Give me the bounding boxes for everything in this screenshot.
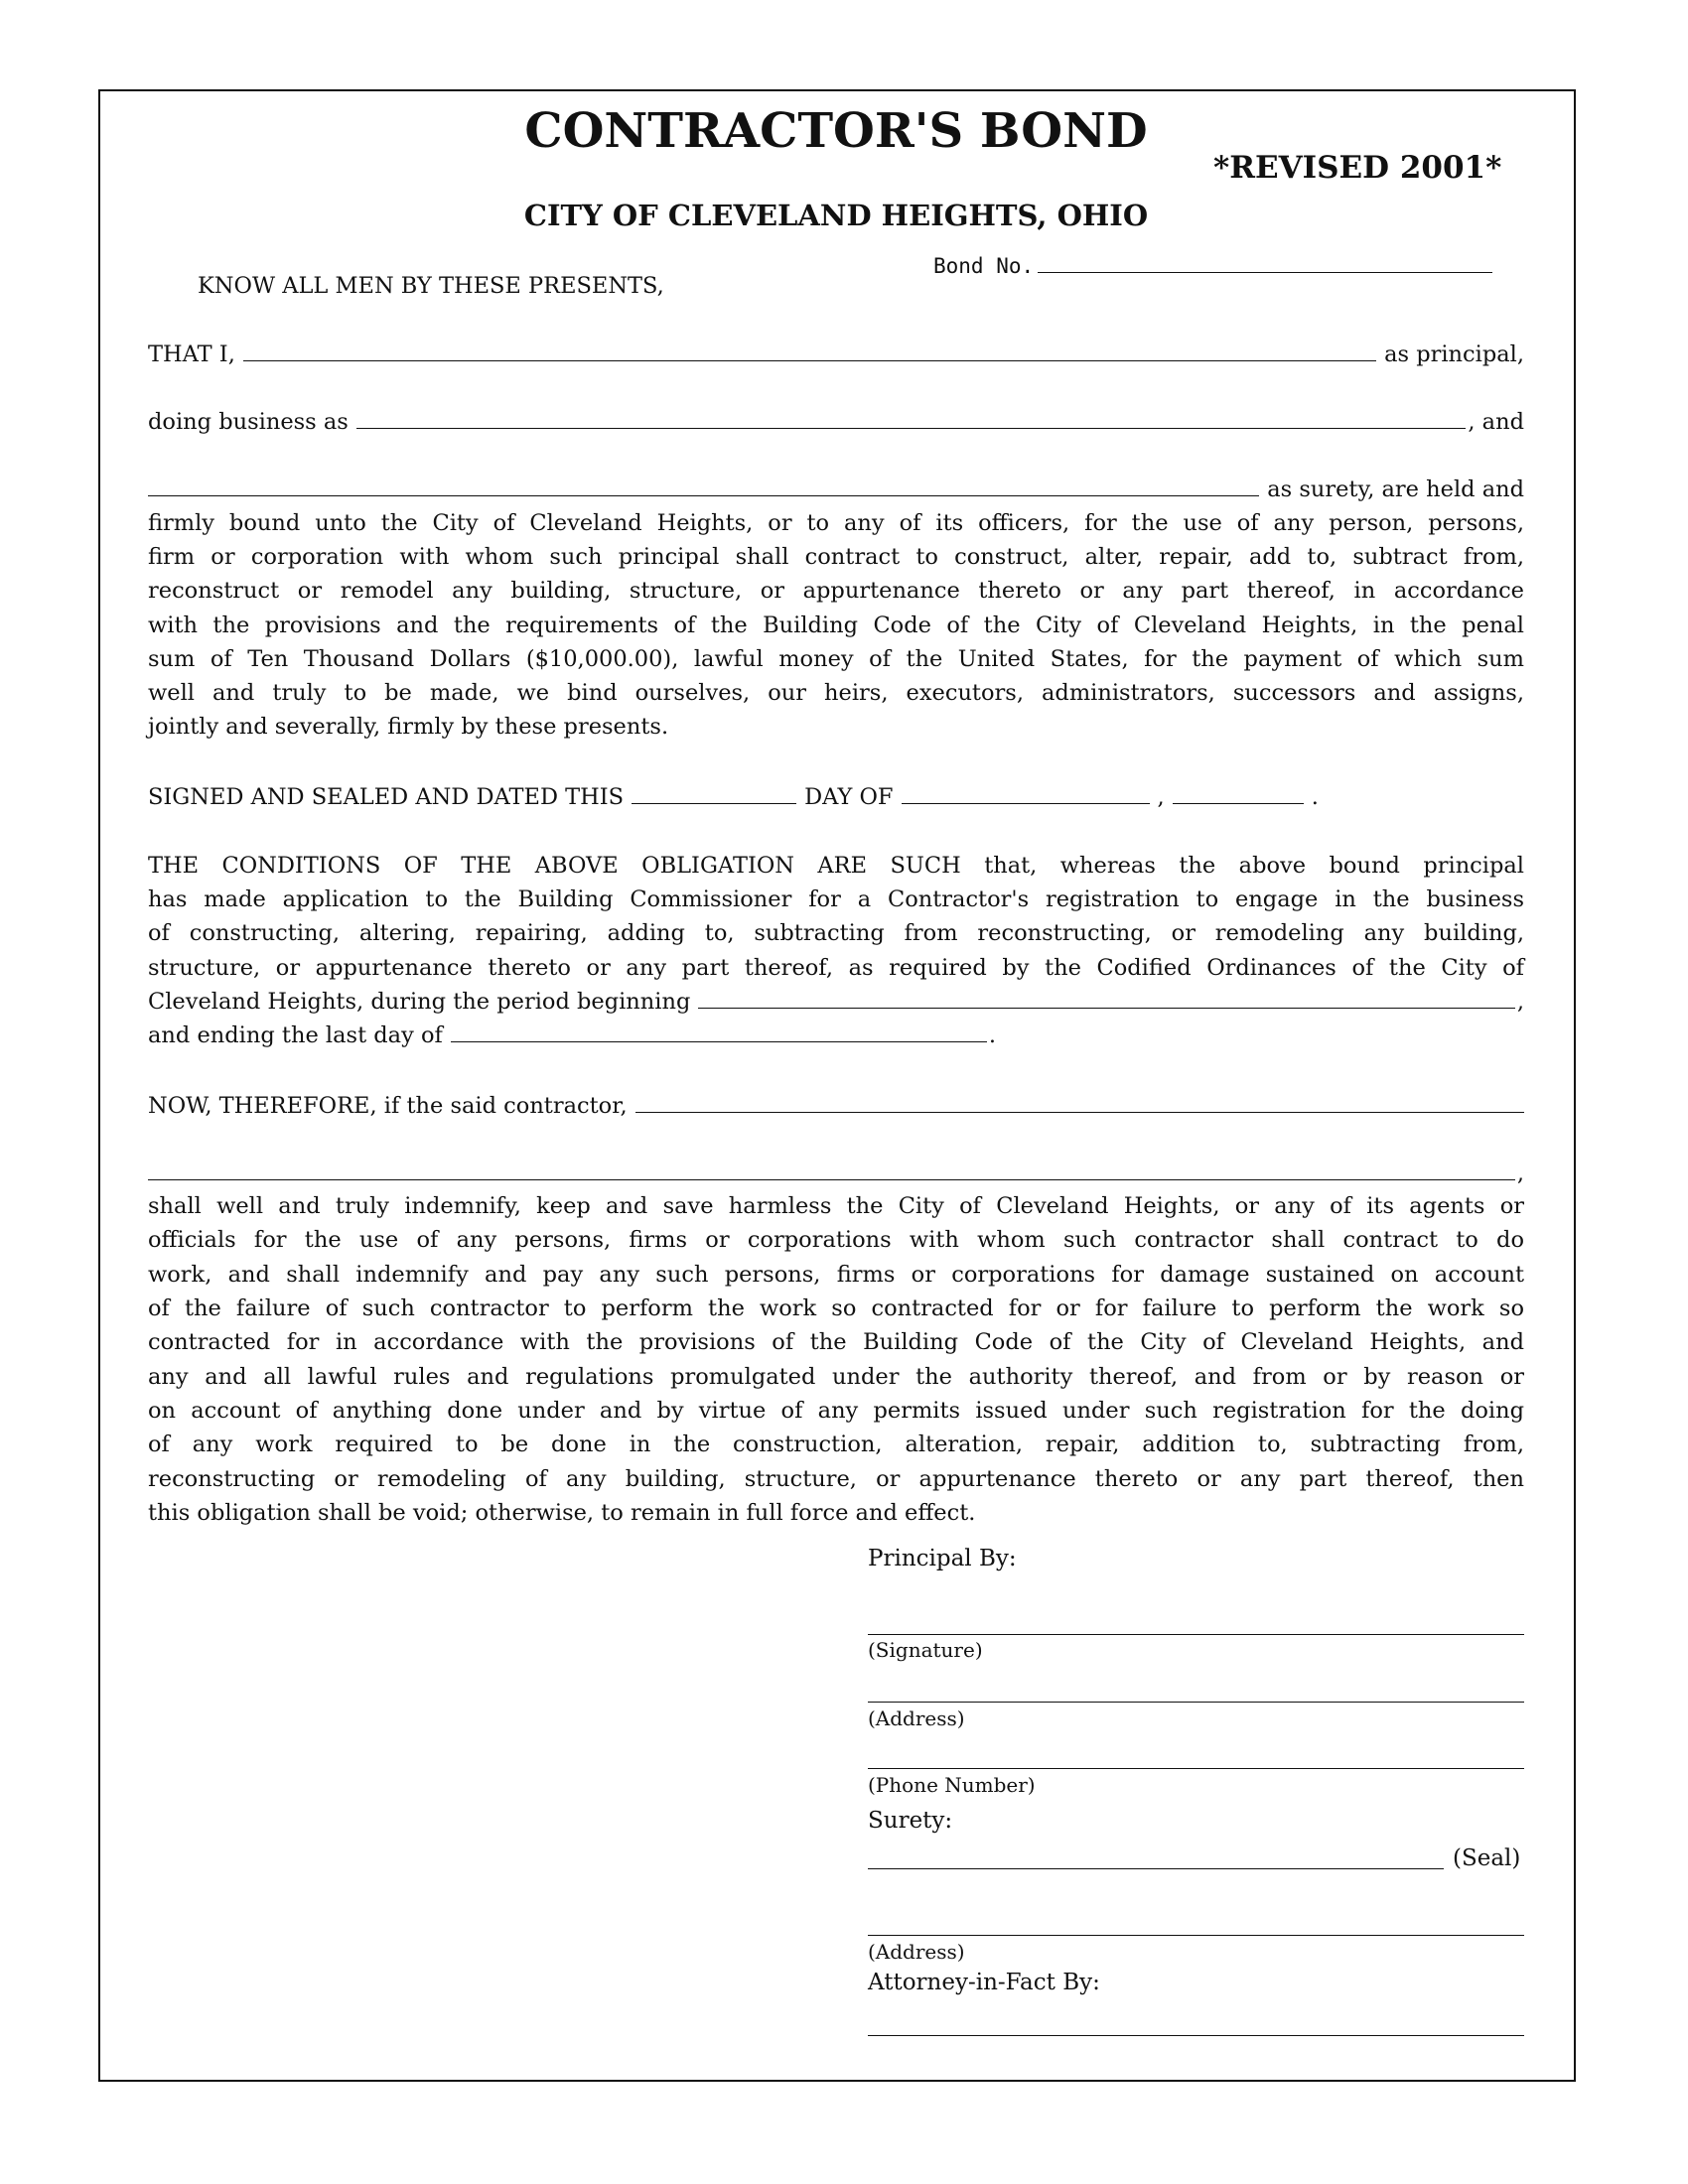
bond-no-label: Bond No. — [933, 254, 1035, 278]
surety-seal-line[interactable] — [868, 1868, 1444, 1869]
paragraph-line: with the provisions and the requirements of the Building Code of the City of Cleveland Heights, in the penal — [148, 613, 1524, 638]
principal-name-input[interactable] — [243, 339, 1376, 361]
comma: , — [1157, 784, 1165, 810]
city-heading: CITY OF CLEVELAND HEIGHTS, OHIO — [523, 199, 1149, 232]
paragraph-line: on account of anything done under and by virtue of any permits issued under such registration for the doing — [148, 1398, 1524, 1424]
comma: , — [1516, 989, 1524, 1015]
paragraph-line: shall well and truly indemnify, keep and save harmless the City of Cleveland Heights, or any of its agents or — [148, 1193, 1524, 1219]
now-therefore-label: NOW, THEREFORE, if the said contractor, — [148, 1093, 628, 1119]
contractor-continued-row — [148, 1157, 1524, 1190]
and-label: , and — [1468, 409, 1524, 435]
surety-row — [148, 473, 1524, 506]
principal-address-line[interactable] — [868, 1702, 1524, 1703]
paragraph-line: of constructing, altering, repairing, adding to, subtracting from reconstructing, or remodeling any building, — [148, 920, 1524, 946]
that-i-label: THAT I, — [148, 341, 235, 367]
surety-address-caption: (Address) — [868, 1940, 965, 1964]
dba-row — [148, 405, 1524, 439]
know-all-men: KNOW ALL MEN BY THESE PRESENTS, — [198, 273, 664, 299]
paragraph-line: firmly bound unto the City of Cleveland Heights, or to any of its officers, for the use of any person, persons, — [148, 510, 1524, 536]
document-title: CONTRACTOR'S BOND — [524, 103, 1148, 159]
principal-signature-line[interactable] — [868, 1634, 1524, 1635]
paragraph-line: officials for the use of any persons, firms or corporations with whom such contractor shall contract to do — [148, 1227, 1524, 1253]
paragraph-line: contracted for in accordance with the provisions of the Building Code of the City of Cleveland Heights, and — [148, 1329, 1524, 1355]
period-beginning-input[interactable] — [698, 986, 1514, 1009]
day-input[interactable] — [632, 781, 796, 804]
paragraph-line: of any work required to be done in the construction, alteration, repair, addition to, subtracting from, — [148, 1432, 1524, 1457]
bond-no-input[interactable] — [1038, 250, 1492, 273]
signature-caption: (Signature) — [868, 1638, 983, 1662]
paragraph-line: sum of Ten Thousand Dollars ($10,000.00), lawful money of the United States, for the payment of which sum — [148, 646, 1524, 672]
paragraph-line: reconstruct or remodel any building, structure, or appurtenance thereto or any part thereof, in accordance — [148, 578, 1524, 604]
paragraph-line: has made application to the Building Commissioner for a Contractor's registration to engage in the business — [148, 887, 1524, 912]
surety-label: Surety: — [868, 1808, 953, 1834]
dba-input[interactable] — [356, 406, 1467, 429]
year-input[interactable] — [1173, 781, 1304, 804]
signed-label: SIGNED AND SEALED AND DATED THIS — [148, 784, 625, 810]
bond-no-field — [933, 250, 1500, 281]
revised-note: *REVISED 2001* — [1213, 150, 1502, 186]
paragraph-line: reconstructing or remodeling of any building, structure, or appurtenance thereto or any part thereof, then — [148, 1466, 1524, 1492]
period-ending-row — [148, 1019, 1524, 1052]
attorney-in-fact-label: Attorney-in-Fact By: — [868, 1970, 1100, 1995]
paragraph-line: firm or corporation with whom such principal shall contract to construct, alter, repair, add to, subtract from, — [148, 544, 1524, 570]
paragraph-line: any and all lawful rules and regulations promulgated under the authority thereof, and from or by reason or — [148, 1364, 1524, 1390]
as-principal-label: as principal, — [1384, 341, 1524, 367]
month-input[interactable] — [902, 781, 1150, 804]
surety-address-line[interactable] — [868, 1935, 1524, 1936]
comma: , — [1516, 1160, 1524, 1186]
principal-row — [148, 338, 1524, 371]
paragraph-line: structure, or appurtenance thereto or any part thereof, as required by the Codified Ordinances of the City of — [148, 955, 1524, 981]
surety-name-input[interactable] — [148, 474, 1259, 496]
paragraph-line: of the failure of such contractor to perform the work so contracted for or for failure to perform the work so — [148, 1296, 1524, 1321]
attorney-signature-line[interactable] — [868, 2035, 1524, 2036]
contractor-input-2[interactable] — [148, 1158, 1515, 1180]
seal-label: (Seal) — [1453, 1845, 1521, 1871]
paragraph-line: jointly and severally, firmly by these presents. — [148, 714, 669, 740]
period-beginning-label: Cleveland Heights, during the period beginning — [148, 989, 691, 1015]
address-caption: (Address) — [868, 1706, 965, 1730]
paragraph-line: well and truly to be made, we bind ourselves, our heirs, executors, administrators, successors and assigns, — [148, 680, 1524, 706]
phone-caption: (Phone Number) — [868, 1773, 1036, 1797]
paragraph-line: this obligation shall be void; otherwise, to remain in full force and effect. — [148, 1500, 976, 1526]
paragraph-line: THE CONDITIONS OF THE ABOVE OBLIGATION ARE SUCH that, whereas the above bound principal — [148, 853, 1524, 879]
now-therefore-row — [148, 1089, 1524, 1123]
as-surety-label: as surety, are held and — [1267, 477, 1524, 502]
period-ending-label: and ending the last day of — [148, 1023, 443, 1048]
signed-row — [148, 780, 1524, 814]
paragraph-line: work, and shall indemnify and pay any such persons, firms or corporations for damage sustained on account — [148, 1262, 1524, 1288]
period-beginning-row — [148, 985, 1524, 1019]
principal-by-label: Principal By: — [868, 1546, 1017, 1571]
contractor-input[interactable] — [635, 1090, 1524, 1113]
dba-label: doing business as — [148, 409, 349, 435]
period-ending-input[interactable] — [451, 1020, 987, 1042]
principal-phone-line[interactable] — [868, 1768, 1524, 1769]
period: . — [988, 1023, 996, 1048]
page-border — [98, 89, 1576, 2082]
period: . — [1311, 784, 1319, 810]
day-of-label: DAY OF — [804, 784, 894, 810]
